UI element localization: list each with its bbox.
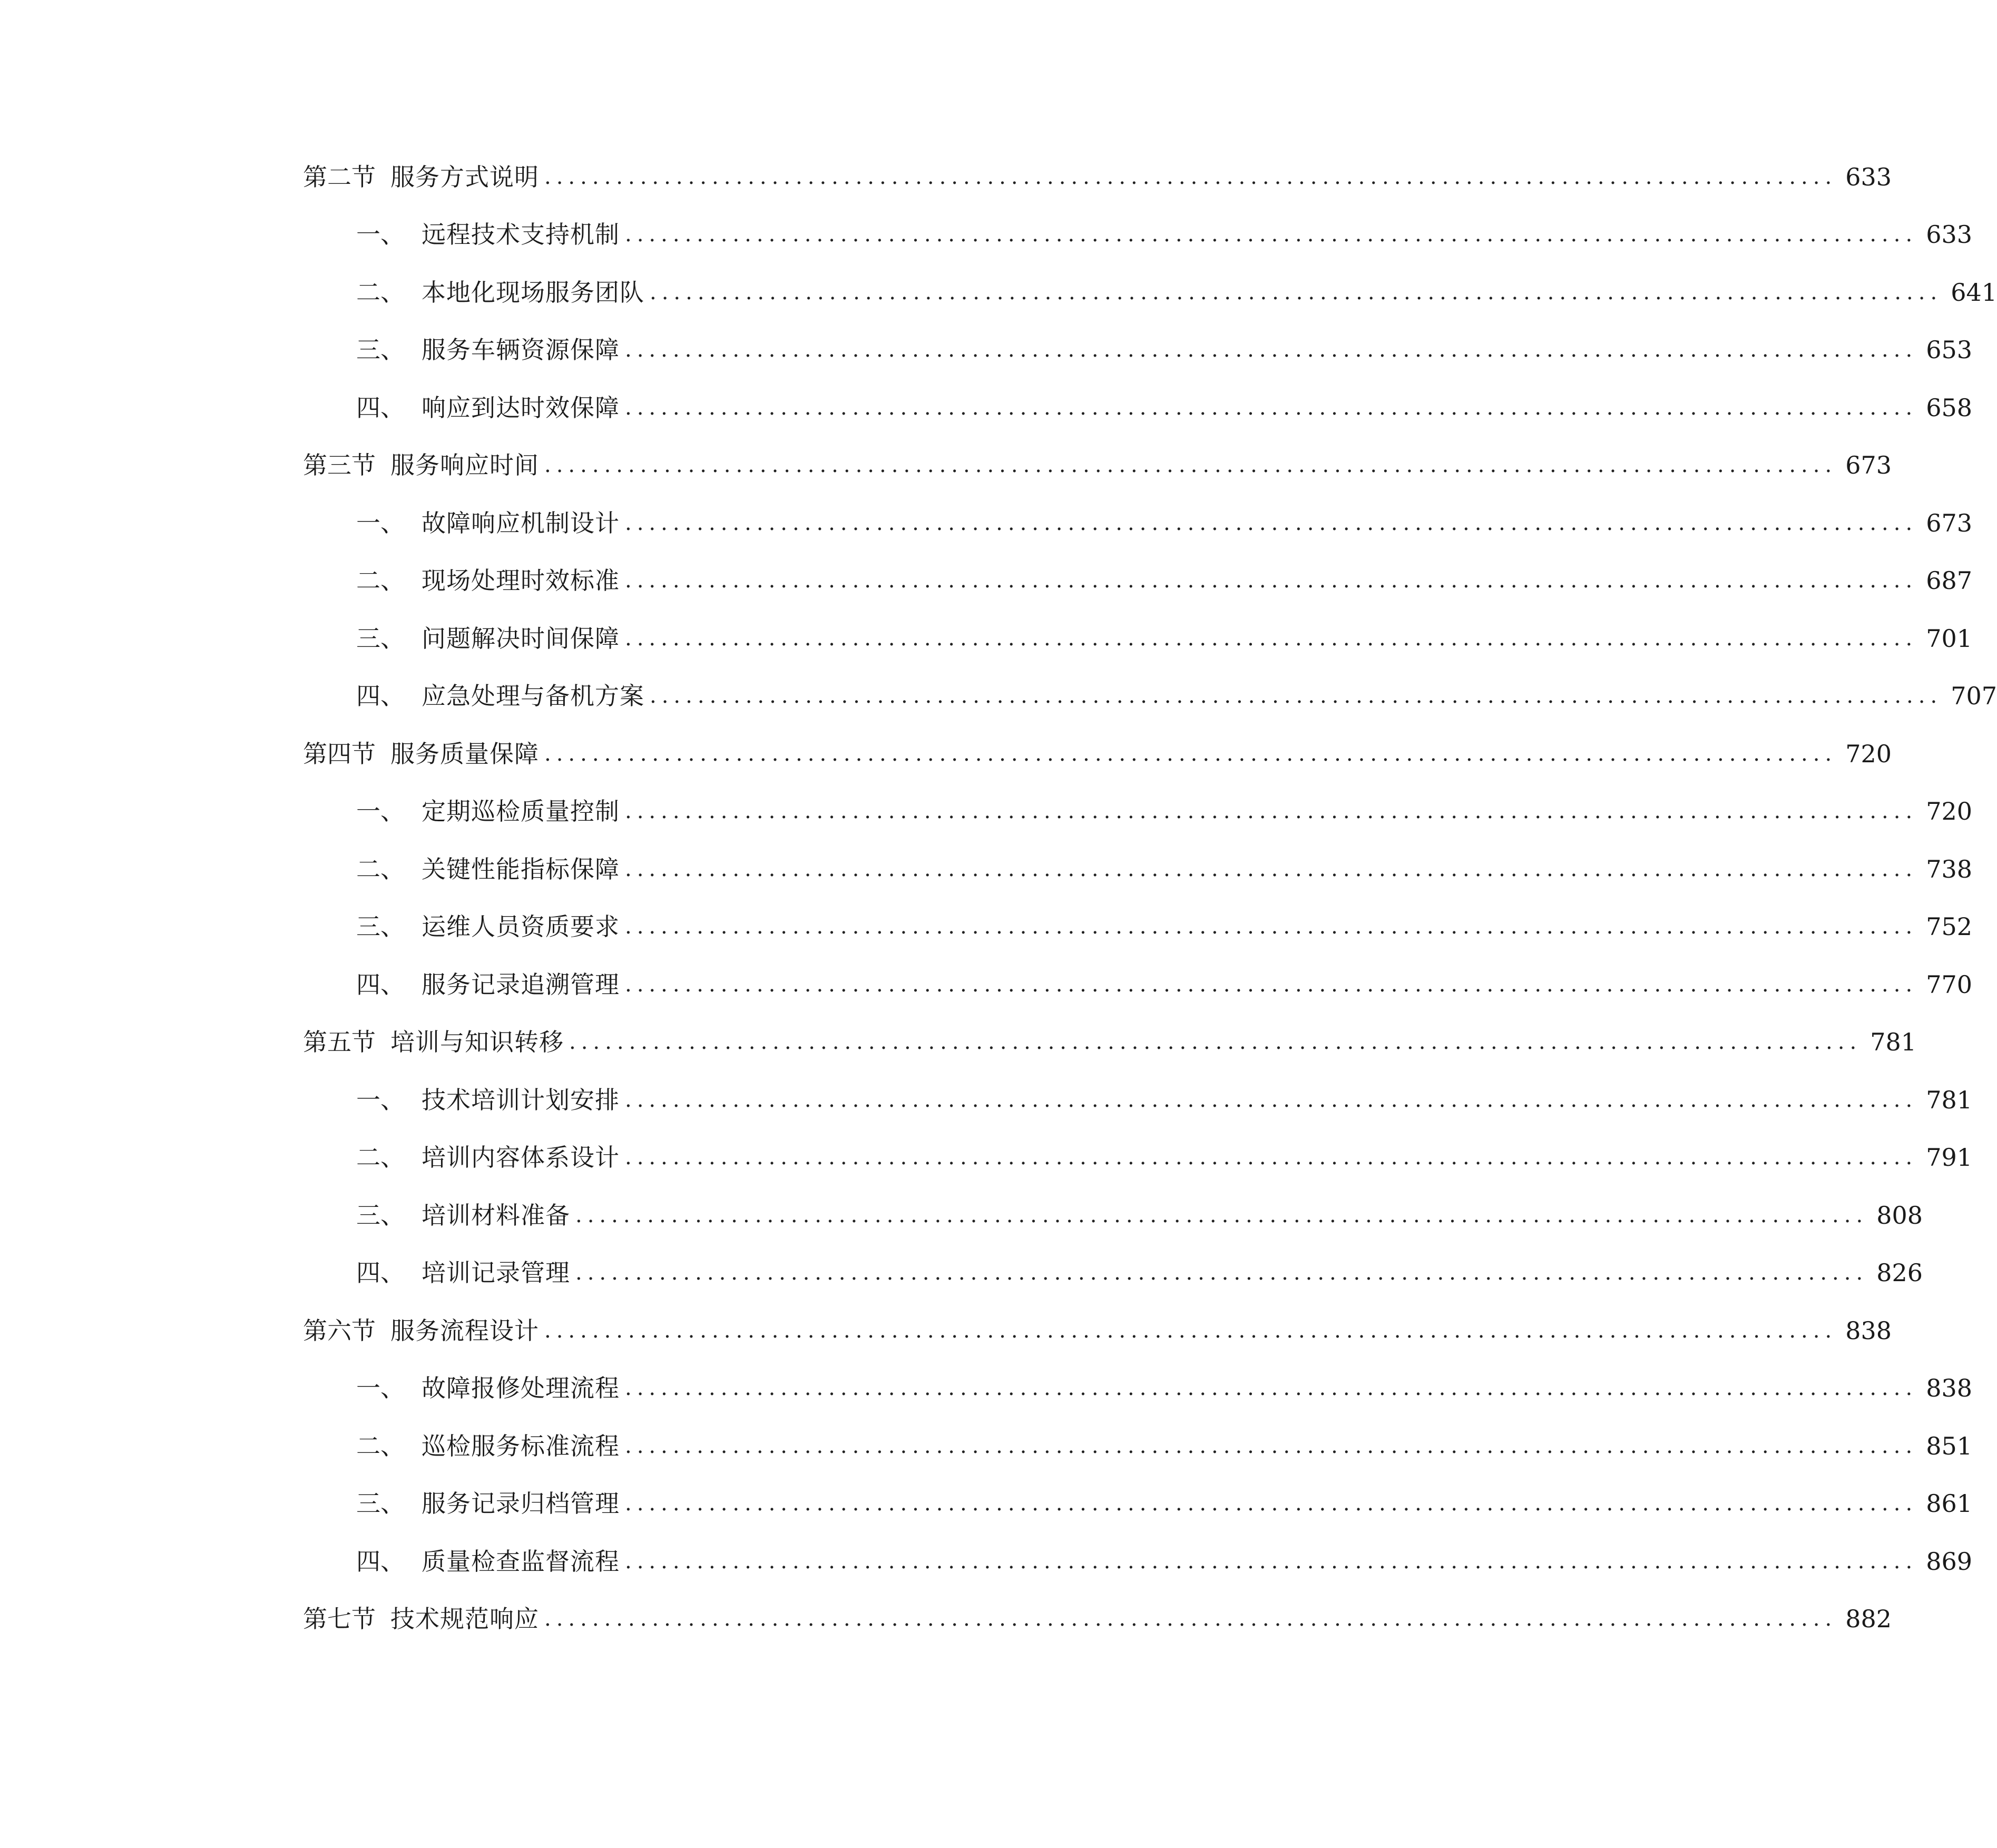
toc-entry-subsection[interactable] xyxy=(356,790,1973,832)
page-number: 851 xyxy=(1926,1432,1973,1460)
dot-leader: ............................................................................................................ xyxy=(625,915,1918,939)
subsection-number: 二、 xyxy=(356,566,405,595)
dot-leader: ............................................................................................................ xyxy=(625,626,1918,651)
entry-title: 响应到达时效保障 xyxy=(422,394,620,422)
entry-title: 培训材料准备 xyxy=(422,1201,570,1230)
dot-leader: ............................................................................................................ xyxy=(544,742,1837,766)
subsection-number: 二、 xyxy=(356,1432,405,1460)
toc-entry-subsection[interactable] xyxy=(356,617,1973,660)
entry-title: 应急处理与备机方案 xyxy=(422,682,644,710)
page-number: 882 xyxy=(1845,1605,1892,1633)
dot-leader: ............................................................................................................ xyxy=(625,338,1918,362)
subsection-number: 三、 xyxy=(356,912,405,941)
dot-leader: ............................................................................................................ xyxy=(625,511,1918,535)
page-number: 869 xyxy=(1926,1547,1973,1576)
subsection-number: 一、 xyxy=(356,797,405,825)
page-number: 633 xyxy=(1845,163,1892,191)
subsection-number: 四、 xyxy=(356,1547,405,1576)
page-number: 861 xyxy=(1926,1489,1973,1518)
dot-leader: ............................................................................................................ xyxy=(625,568,1918,593)
toc-entry-subsection[interactable] xyxy=(356,329,1973,371)
section-number: 第三节 xyxy=(303,451,376,479)
entry-title: 本地化现场服务团队 xyxy=(422,278,644,307)
page-number: 791 xyxy=(1926,1143,1973,1172)
dot-leader: ............................................................................................................ xyxy=(575,1261,1868,1285)
dot-leader: ............................................................................................................ xyxy=(625,1549,1918,1574)
page-number: 838 xyxy=(1926,1374,1973,1402)
dot-leader: ............................................................................................................ xyxy=(569,1030,1862,1054)
subsection-number: 四、 xyxy=(356,394,405,422)
dot-leader: ............................................................................................................ xyxy=(625,1088,1918,1112)
dot-leader: ............................................................................................................ xyxy=(625,1434,1918,1458)
dot-leader: ............................................................................................................ xyxy=(625,857,1918,881)
entry-title: 运维人员资质要求 xyxy=(422,912,620,941)
toc-entry-section[interactable] xyxy=(303,1021,1917,1063)
section-number: 第五节 xyxy=(303,1028,376,1056)
page-number: 738 xyxy=(1926,855,1973,883)
entry-title: 服务方式说明 xyxy=(390,163,539,191)
page-number: 781 xyxy=(1870,1028,1917,1056)
section-number: 第六节 xyxy=(303,1316,376,1345)
entry-title: 巡检服务标准流程 xyxy=(422,1432,620,1460)
toc-entry-subsection[interactable] xyxy=(356,502,1973,544)
subsection-number: 二、 xyxy=(356,278,405,307)
entry-title: 服务响应时间 xyxy=(390,451,539,479)
page-number: 701 xyxy=(1926,624,1973,653)
subsection-number: 四、 xyxy=(356,682,405,710)
dot-leader: ............................................................................................................ xyxy=(544,453,1837,477)
dot-leader: ............................................................................................................ xyxy=(625,396,1918,420)
dot-leader: ............................................................................................................ xyxy=(625,1491,1918,1516)
subsection-number: 一、 xyxy=(356,1374,405,1402)
entry-title: 服务流程设计 xyxy=(390,1316,539,1345)
section-number: 第四节 xyxy=(303,740,376,768)
subsection-number: 四、 xyxy=(356,970,405,999)
toc-entry-subsection[interactable] xyxy=(356,271,1997,313)
page-number: 720 xyxy=(1926,797,1973,825)
dot-leader: ............................................................................................................ xyxy=(625,1145,1918,1169)
toc-entry-subsection[interactable] xyxy=(356,213,1973,255)
toc-entry-subsection[interactable] xyxy=(356,1540,1973,1582)
dot-leader: ............................................................................................................ xyxy=(650,684,1943,708)
dot-leader: ............................................................................................................ xyxy=(575,1203,1868,1227)
subsection-number: 二、 xyxy=(356,1143,405,1172)
toc-entry-subsection[interactable] xyxy=(356,1136,1973,1178)
entry-title: 培训记录管理 xyxy=(422,1259,570,1287)
subsection-number: 四、 xyxy=(356,1259,405,1287)
dot-leader: ............................................................................................................ xyxy=(544,1607,1837,1631)
entry-title: 技术规范响应 xyxy=(390,1605,539,1633)
page-number: 673 xyxy=(1845,451,1892,479)
toc-entry-section[interactable] xyxy=(303,733,1892,775)
toc-entry-subsection[interactable] xyxy=(356,1194,1923,1236)
toc-entry-subsection[interactable] xyxy=(356,675,1997,717)
entry-title: 服务车辆资源保障 xyxy=(422,336,620,364)
toc-entry-subsection[interactable] xyxy=(356,1367,1973,1409)
dot-leader: ............................................................................................................ xyxy=(625,1376,1918,1400)
dot-leader: ............................................................................................................ xyxy=(625,972,1918,997)
dot-leader: ............................................................................................................ xyxy=(650,280,1943,304)
page-number: 658 xyxy=(1926,394,1973,422)
dot-leader: ............................................................................................................ xyxy=(544,1319,1837,1343)
toc-entry-section[interactable] xyxy=(303,156,1892,198)
toc-entry-subsection[interactable] xyxy=(356,1252,1923,1294)
entry-title: 技术培训计划安排 xyxy=(422,1086,620,1114)
subsection-number: 三、 xyxy=(356,336,405,364)
entry-title: 质量检查监督流程 xyxy=(422,1547,620,1576)
page-number: 770 xyxy=(1926,970,1973,999)
page-number: 633 xyxy=(1926,220,1973,249)
page-number: 707 xyxy=(1951,682,1997,710)
subsection-number: 一、 xyxy=(356,220,405,249)
subsection-number: 三、 xyxy=(356,1201,405,1230)
page-number: 641 xyxy=(1951,278,1997,307)
toc-entry-subsection[interactable] xyxy=(356,1079,1973,1121)
toc-entry-section[interactable] xyxy=(303,444,1892,486)
dot-leader: ............................................................................................................ xyxy=(625,222,1918,247)
subsection-number: 三、 xyxy=(356,624,405,653)
dot-leader: ............................................................................................................ xyxy=(625,799,1918,823)
section-number: 第二节 xyxy=(303,163,376,191)
entry-title: 服务记录归档管理 xyxy=(422,1489,620,1518)
entry-title: 关键性能指标保障 xyxy=(422,855,620,883)
toc-entry-subsection[interactable] xyxy=(356,1482,1973,1525)
toc-entry-subsection[interactable] xyxy=(356,964,1973,1006)
subsection-number: 三、 xyxy=(356,1489,405,1518)
page-number: 653 xyxy=(1926,336,1973,364)
entry-title: 服务记录追溯管理 xyxy=(422,970,620,999)
toc-entry-subsection[interactable] xyxy=(356,559,1973,602)
page-number: 826 xyxy=(1876,1259,1923,1287)
dot-leader: ............................................................................................................ xyxy=(544,165,1837,189)
section-number: 第七节 xyxy=(303,1605,376,1633)
entry-title: 培训与知识转移 xyxy=(390,1028,564,1056)
toc-entry-section[interactable] xyxy=(303,1310,1892,1352)
entry-title: 远程技术支持机制 xyxy=(422,220,620,249)
page-number: 781 xyxy=(1926,1086,1973,1114)
page-number: 720 xyxy=(1845,740,1892,768)
page-number: 687 xyxy=(1926,566,1973,595)
toc-entry-subsection[interactable] xyxy=(356,906,1973,948)
subsection-number: 一、 xyxy=(356,509,405,537)
entry-title: 服务质量保障 xyxy=(390,740,539,768)
toc-entry-subsection[interactable] xyxy=(356,387,1973,429)
entry-title: 问题解决时间保障 xyxy=(422,624,620,653)
page-number: 838 xyxy=(1845,1316,1892,1345)
entry-title: 定期巡检质量控制 xyxy=(422,797,620,825)
entry-title: 故障响应机制设计 xyxy=(422,509,620,537)
page-number: 673 xyxy=(1926,509,1973,537)
toc-entry-section[interactable] xyxy=(303,1598,1892,1640)
entry-title: 培训内容体系设计 xyxy=(422,1143,620,1172)
entry-title: 现场处理时效标准 xyxy=(422,566,620,595)
page-number: 752 xyxy=(1926,912,1973,941)
toc-entry-subsection[interactable] xyxy=(356,848,1973,890)
entry-title: 故障报修处理流程 xyxy=(422,1374,620,1402)
subsection-number: 一、 xyxy=(356,1086,405,1114)
toc-entry-subsection[interactable] xyxy=(356,1425,1973,1467)
subsection-number: 二、 xyxy=(356,855,405,883)
page-number: 808 xyxy=(1876,1201,1923,1230)
